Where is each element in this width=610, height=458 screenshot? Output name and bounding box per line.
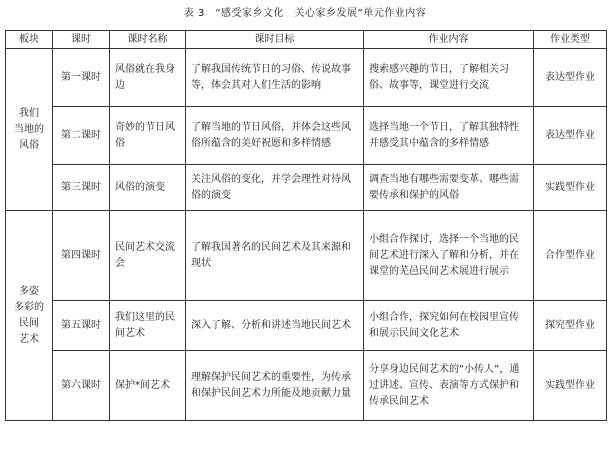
period-cell: 第五课时 [53, 301, 110, 351]
goal-cell: 了解我国著名的民间艺术及其来源和现状 [186, 211, 364, 301]
unit-cell [6, 49, 53, 211]
unit-name-line: 风俗 [19, 139, 39, 151]
unit-cell [6, 211, 53, 421]
goal-cell: 了解当地的节日风俗，并体会这些风俗所蕴含的美好祝愿和多样情感 [186, 107, 364, 165]
period-cell: 第四课时 [53, 211, 110, 301]
header-unit: 板块 [6, 31, 53, 49]
type-cell: 探究型作业 [534, 301, 607, 351]
task-cell: 小组合作探讨，选择一个当地的民间艺术进行深入了解和分析，并在课堂的芜邑民间艺术展进行展示 [364, 211, 534, 301]
type-cell: 实践型作业 [534, 351, 607, 421]
table-row [6, 49, 607, 107]
header-period: 课时 [53, 31, 110, 49]
period-cell: 第一课时 [53, 49, 110, 107]
period-cell: 第二课时 [53, 107, 110, 165]
header-goal: 课时目标 [186, 31, 364, 49]
table-row [6, 351, 607, 421]
unit-name-line: 当地的 [14, 123, 44, 135]
task-cell: 小组合作，探究如何在校园里宣传和展示民间文化艺术 [364, 301, 534, 351]
table-row [6, 211, 607, 301]
period-cell: 第三课时 [53, 165, 110, 211]
table-row [6, 107, 607, 165]
lesson-title-cell: 风俗的演变 [110, 165, 186, 211]
type-cell: 表达型作业 [534, 107, 607, 165]
unit-name-line: 多姿 [19, 285, 39, 297]
type-cell: 实践型作业 [534, 165, 607, 211]
type-cell: 合作型作业 [534, 211, 607, 301]
header-type: 作业类型 [534, 31, 607, 49]
unit-name-line: 我们 [19, 107, 39, 119]
table-caption: 表 3 “感受家乡文化 关心家乡发展”单元作业内容 [183, 8, 427, 19]
task-cell: 选择当地一个节日，了解其独特性并感受其中蕴含的多样情感 [364, 107, 534, 165]
task-cell: 分享身边民间艺术的“小传人”，通过讲述、宣传、表演等方式保护和传承民间艺术 [364, 351, 534, 421]
unit-name-line: 艺术 [19, 333, 39, 345]
task-cell: 搜索感兴趣的节日，了解相关习俗、故事等，课堂进行交流 [364, 49, 534, 107]
lesson-title-cell: 民间艺术交流会 [110, 211, 186, 301]
lesson-title-cell: 保护*间艺术 [110, 351, 186, 421]
lesson-title-cell: 我们这里的民间艺术 [110, 301, 186, 351]
goal-cell: 深入了解、分析和讲述当地民间艺术 [186, 301, 364, 351]
unit-name-line: 多彩的 [14, 301, 44, 313]
header-task: 作业内容 [364, 31, 534, 49]
header-row [6, 31, 607, 49]
header-title: 课时名称 [110, 31, 186, 49]
table-row [6, 165, 607, 211]
task-cell: 调查当地有哪些需要变革、哪些需要传承和保护的风俗 [364, 165, 534, 211]
homework-table [5, 30, 607, 421]
type-cell: 表达型作业 [534, 49, 607, 107]
lesson-title-cell: 奇妙的节日风俗 [110, 107, 186, 165]
goal-cell: 了解我国传统节日的习俗、传说故事等，体会其对人们生活的影响 [186, 49, 364, 107]
goal-cell: 关注风俗的变化，并学会理性对待风俗的演变 [186, 165, 364, 211]
unit-name-line: 民间 [19, 317, 39, 329]
lesson-title-cell: 风俗就在我身边 [110, 49, 186, 107]
table-row [6, 301, 607, 351]
goal-cell: 理解保护民间艺术的重要性，为传承和保护民间艺术力所能及地贡献力量 [186, 351, 364, 421]
period-cell: 第六课时 [53, 351, 110, 421]
